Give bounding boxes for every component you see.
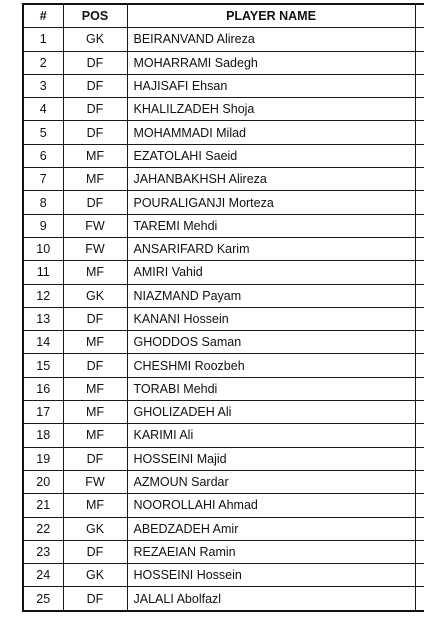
extra-column-cell xyxy=(415,144,424,167)
extra-column-cell xyxy=(415,284,424,307)
player-name-cell: GHODDOS Saman xyxy=(127,331,415,354)
table-row xyxy=(23,354,424,377)
extra-column-cell xyxy=(415,564,424,587)
player-position-cell: FW xyxy=(63,470,127,493)
player-name-cell: NOOROLLAHI Ahmad xyxy=(127,494,415,517)
player-position-cell: MF xyxy=(63,401,127,424)
player-number-cell: 13 xyxy=(23,307,63,330)
extra-column-cell xyxy=(415,28,424,51)
player-number-cell: 7 xyxy=(23,168,63,191)
player-name-cell: POURALIGANJI Morteza xyxy=(127,191,415,214)
table-row xyxy=(23,401,424,424)
extra-column-cell xyxy=(415,354,424,377)
player-number-cell: 24 xyxy=(23,564,63,587)
player-number-cell: 4 xyxy=(23,98,63,121)
player-number-cell: 25 xyxy=(23,587,63,611)
extra-column-cell xyxy=(415,401,424,424)
table-row xyxy=(23,307,424,330)
squad-table xyxy=(22,3,424,612)
player-number-cell: 11 xyxy=(23,261,63,284)
table-row xyxy=(23,284,424,307)
player-position-cell: FW xyxy=(63,214,127,237)
extra-column-cell xyxy=(415,261,424,284)
player-name-cell: HOSSEINI Hossein xyxy=(127,564,415,587)
extra-column-cell xyxy=(415,191,424,214)
extra-column-cell xyxy=(415,494,424,517)
player-position-cell: GK xyxy=(63,28,127,51)
player-position-cell: FW xyxy=(63,237,127,260)
player-position-cell: MF xyxy=(63,144,127,167)
player-position-cell: DF xyxy=(63,191,127,214)
player-number-cell: 17 xyxy=(23,401,63,424)
table-row xyxy=(23,494,424,517)
extra-column-cell xyxy=(415,377,424,400)
table-body xyxy=(23,28,424,611)
player-number-cell: 19 xyxy=(23,447,63,470)
player-name-cell: BEIRANVAND Alireza xyxy=(127,28,415,51)
player-position-cell: MF xyxy=(63,168,127,191)
player-number-cell: 18 xyxy=(23,424,63,447)
player-number-cell: 15 xyxy=(23,354,63,377)
extra-column-cell xyxy=(415,540,424,563)
player-position-cell: DF xyxy=(63,307,127,330)
player-name-cell: MOHARRAMI Sadegh xyxy=(127,51,415,74)
player-number-cell: 8 xyxy=(23,191,63,214)
player-name-cell: ABEDZADEH Amir xyxy=(127,517,415,540)
player-number-cell: 2 xyxy=(23,51,63,74)
player-name-cell: KHALILZADEH Shoja xyxy=(127,98,415,121)
table-row xyxy=(23,168,424,191)
player-name-cell: KARIMI Ali xyxy=(127,424,415,447)
player-number-cell: 5 xyxy=(23,121,63,144)
table-header xyxy=(23,4,424,28)
player-name-cell: TORABI Mehdi xyxy=(127,377,415,400)
table-row xyxy=(23,191,424,214)
table-row xyxy=(23,470,424,493)
header-player-name: PLAYER NAME xyxy=(127,4,415,28)
player-position-cell: DF xyxy=(63,447,127,470)
table-row xyxy=(23,564,424,587)
player-position-cell: MF xyxy=(63,424,127,447)
table-row xyxy=(23,261,424,284)
table-row xyxy=(23,517,424,540)
extra-column-cell xyxy=(415,74,424,97)
table-row xyxy=(23,540,424,563)
table-row xyxy=(23,214,424,237)
extra-column-cell xyxy=(415,214,424,237)
player-position-cell: DF xyxy=(63,354,127,377)
player-number-cell: 10 xyxy=(23,237,63,260)
player-name-cell: MOHAMMADI Milad xyxy=(127,121,415,144)
player-position-cell: MF xyxy=(63,261,127,284)
player-name-cell: HOSSEINI Majid xyxy=(127,447,415,470)
player-number-cell: 14 xyxy=(23,331,63,354)
player-name-cell: CHESHMI Roozbeh xyxy=(127,354,415,377)
player-name-cell: JAHANBAKHSH Alireza xyxy=(127,168,415,191)
player-position-cell: DF xyxy=(63,74,127,97)
header-row xyxy=(23,4,424,28)
player-number-cell: 22 xyxy=(23,517,63,540)
player-name-cell: AZMOUN Sardar xyxy=(127,470,415,493)
table-row xyxy=(23,121,424,144)
extra-column-cell xyxy=(415,237,424,260)
squad-list-sheet xyxy=(22,3,424,612)
player-number-cell: 23 xyxy=(23,540,63,563)
table-row xyxy=(23,331,424,354)
player-number-cell: 3 xyxy=(23,74,63,97)
player-name-cell: GHOLIZADEH Ali xyxy=(127,401,415,424)
table-row xyxy=(23,424,424,447)
player-name-cell: ANSARIFARD Karim xyxy=(127,237,415,260)
extra-column-cell xyxy=(415,470,424,493)
table-row xyxy=(23,377,424,400)
player-position-cell: GK xyxy=(63,284,127,307)
player-position-cell: MF xyxy=(63,494,127,517)
player-position-cell: DF xyxy=(63,587,127,611)
table-row xyxy=(23,447,424,470)
header-extra-column xyxy=(415,4,424,28)
extra-column-cell xyxy=(415,331,424,354)
extra-column-cell xyxy=(415,51,424,74)
header-number: # xyxy=(23,4,63,28)
table-row xyxy=(23,144,424,167)
extra-column-cell xyxy=(415,517,424,540)
table-row xyxy=(23,28,424,51)
player-number-cell: 16 xyxy=(23,377,63,400)
table-row xyxy=(23,98,424,121)
player-position-cell: GK xyxy=(63,564,127,587)
player-position-cell: DF xyxy=(63,121,127,144)
player-position-cell: DF xyxy=(63,98,127,121)
player-name-cell: NIAZMAND Payam xyxy=(127,284,415,307)
table-row xyxy=(23,74,424,97)
header-position: POS xyxy=(63,4,127,28)
player-name-cell: KANANI Hossein xyxy=(127,307,415,330)
player-position-cell: MF xyxy=(63,377,127,400)
extra-column-cell xyxy=(415,168,424,191)
player-name-cell: HAJISAFI Ehsan xyxy=(127,74,415,97)
player-number-cell: 1 xyxy=(23,28,63,51)
extra-column-cell xyxy=(415,98,424,121)
extra-column-cell xyxy=(415,424,424,447)
extra-column-cell xyxy=(415,587,424,611)
player-number-cell: 9 xyxy=(23,214,63,237)
player-position-cell: DF xyxy=(63,540,127,563)
player-name-cell: AMIRI Vahid xyxy=(127,261,415,284)
table-row xyxy=(23,587,424,611)
table-row xyxy=(23,237,424,260)
player-number-cell: 12 xyxy=(23,284,63,307)
player-number-cell: 21 xyxy=(23,494,63,517)
player-position-cell: MF xyxy=(63,331,127,354)
player-number-cell: 20 xyxy=(23,470,63,493)
player-name-cell: TAREMI Mehdi xyxy=(127,214,415,237)
extra-column-cell xyxy=(415,447,424,470)
player-name-cell: REZAEIAN Ramin xyxy=(127,540,415,563)
player-number-cell: 6 xyxy=(23,144,63,167)
extra-column-cell xyxy=(415,307,424,330)
extra-column-cell xyxy=(415,121,424,144)
player-name-cell: JALALI Abolfazl xyxy=(127,587,415,611)
player-position-cell: DF xyxy=(63,51,127,74)
player-position-cell: GK xyxy=(63,517,127,540)
player-name-cell: EZATOLAHI Saeid xyxy=(127,144,415,167)
table-row xyxy=(23,51,424,74)
